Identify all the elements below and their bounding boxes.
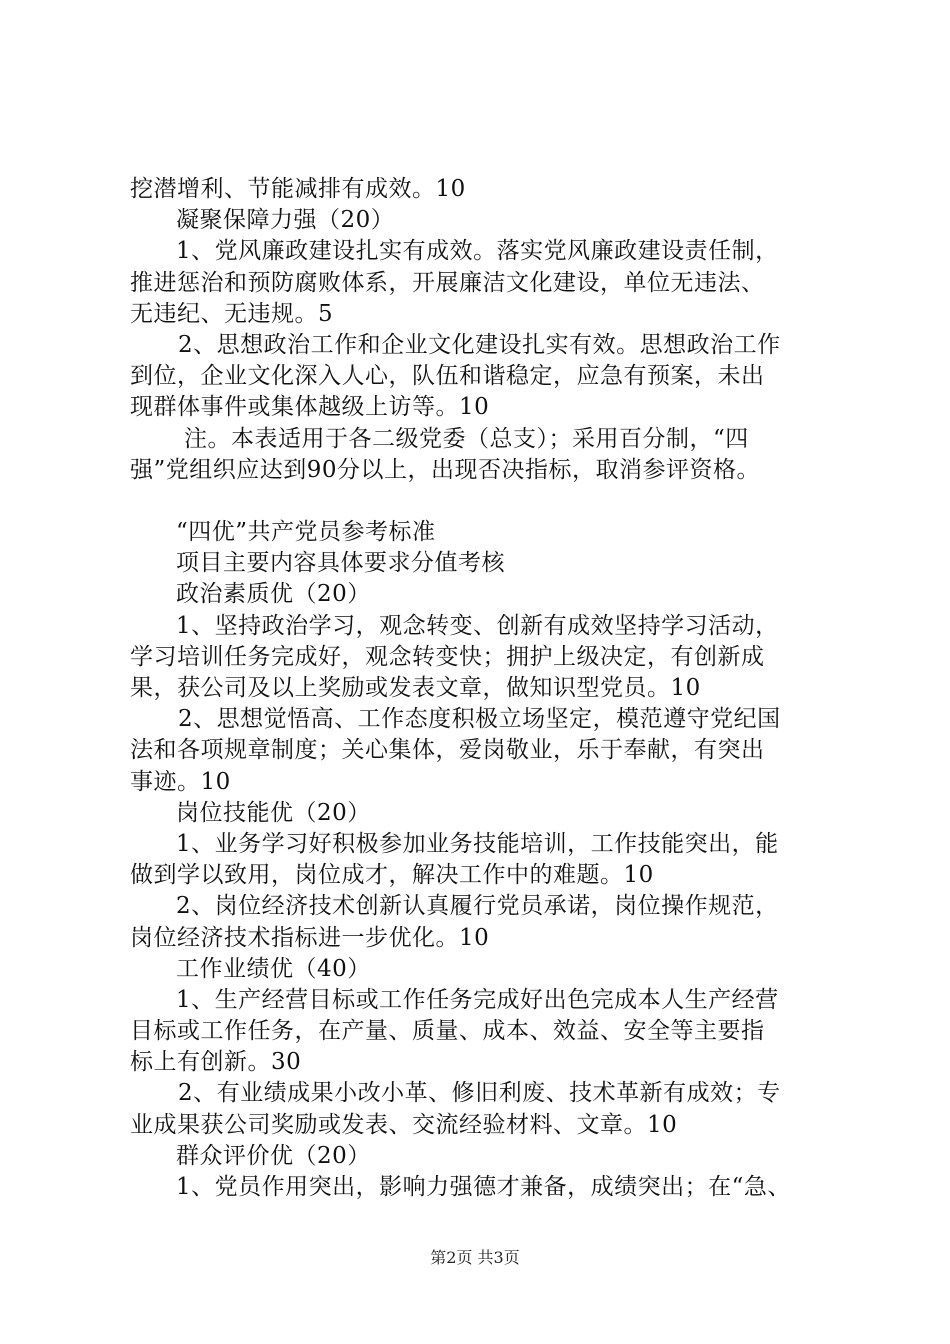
text-line: 标上有创新。30 [130, 1049, 302, 1076]
text-line: 1、业务学习好积极参加业务技能培训，工作技能突出，能 [176, 830, 779, 857]
text-line: 目标或工作任务，在产量、质量、成本、效益、安全等主要指 [130, 1018, 765, 1045]
text-line: 学习培训任务完成好，观念转变快；拥护上级决定，有创新成 [130, 643, 765, 670]
note-line: 注。本表适用于各二级党委（总支）；采用百分制，“四 [184, 425, 749, 452]
page-number-footer: 第2页 共3页 [430, 1248, 520, 1267]
section-heading: 岗位技能优（20） [176, 799, 371, 826]
text-line: 无违纪、无违规。5 [130, 300, 334, 327]
text-line: 推进惩治和预防腐败体系，开展廉洁文化建设，单位无违法、 [130, 269, 765, 296]
text-line: 业成果获公司奖励或发表、交流经验材料、文章。10 [130, 1111, 678, 1138]
blank-line [130, 486, 830, 517]
text-line: 2、岗位经济技术创新认真履行党员承诺，岗位操作规范， [176, 893, 779, 920]
note-line: 强”党组织应达到90分以上，出现否决指标，取消参评资格。 [130, 456, 761, 483]
section-title: “四优”共产党员参考标准 [176, 519, 436, 546]
text-line: 1、生产经营目标或工作任务完成好出色完成本人生产经营 [176, 986, 779, 1013]
text-line: 1、党员作用突出，影响力强德才兼备，成绩突出；在“急、 [176, 1174, 791, 1200]
text-line: 现群体事件或集体越级上访等。10 [130, 394, 490, 421]
text-line: 事迹。10 [130, 768, 231, 795]
text-line: 2、思想政治工作和企业文化建设扎实有效。思想政治工作 [178, 331, 781, 358]
text-line: 法和各项规章制度；关心集体，爱岗敬业，乐于奉献，有突出 [130, 737, 765, 764]
text-line: 挖潜增利、节能减排有成效。10 [130, 176, 466, 202]
text-line: 2、有业绩成果小改小革、修旧利废、技术革新有成效；专 [178, 1080, 781, 1107]
text-line: 1、坚持政治学习，观念转变、创新有成效坚持学习活动， [176, 612, 779, 639]
table-header-line: 项目主要内容具体要求分值考核 [176, 550, 505, 577]
text-line: 岗位经济技术指标进一步优化。10 [130, 924, 490, 951]
document-body [130, 174, 830, 1203]
text-line: 到位，企业文化深入人心，队伍和谐稳定，应急有预案，未出 [130, 363, 765, 390]
section-heading: 群众评价优（20） [176, 1142, 371, 1169]
section-heading: 政治素质优（20） [176, 581, 371, 608]
text-line: 2、思想觉悟高、工作态度积极立场坚定，模范遵守党纪国 [178, 706, 781, 733]
text-line: 做到学以致用，岗位成才，解决工作中的难题。10 [130, 862, 654, 889]
section-heading: 工作业绩优（40） [176, 955, 371, 982]
text-line: 1、党风廉政建设扎实有成效。落实党风廉政建设责任制， [176, 238, 779, 265]
section-heading: 凝聚保障力强（20） [176, 207, 395, 234]
text-line: 果，获公司及以上奖励或发表文章，做知识型党员。10 [130, 675, 701, 701]
